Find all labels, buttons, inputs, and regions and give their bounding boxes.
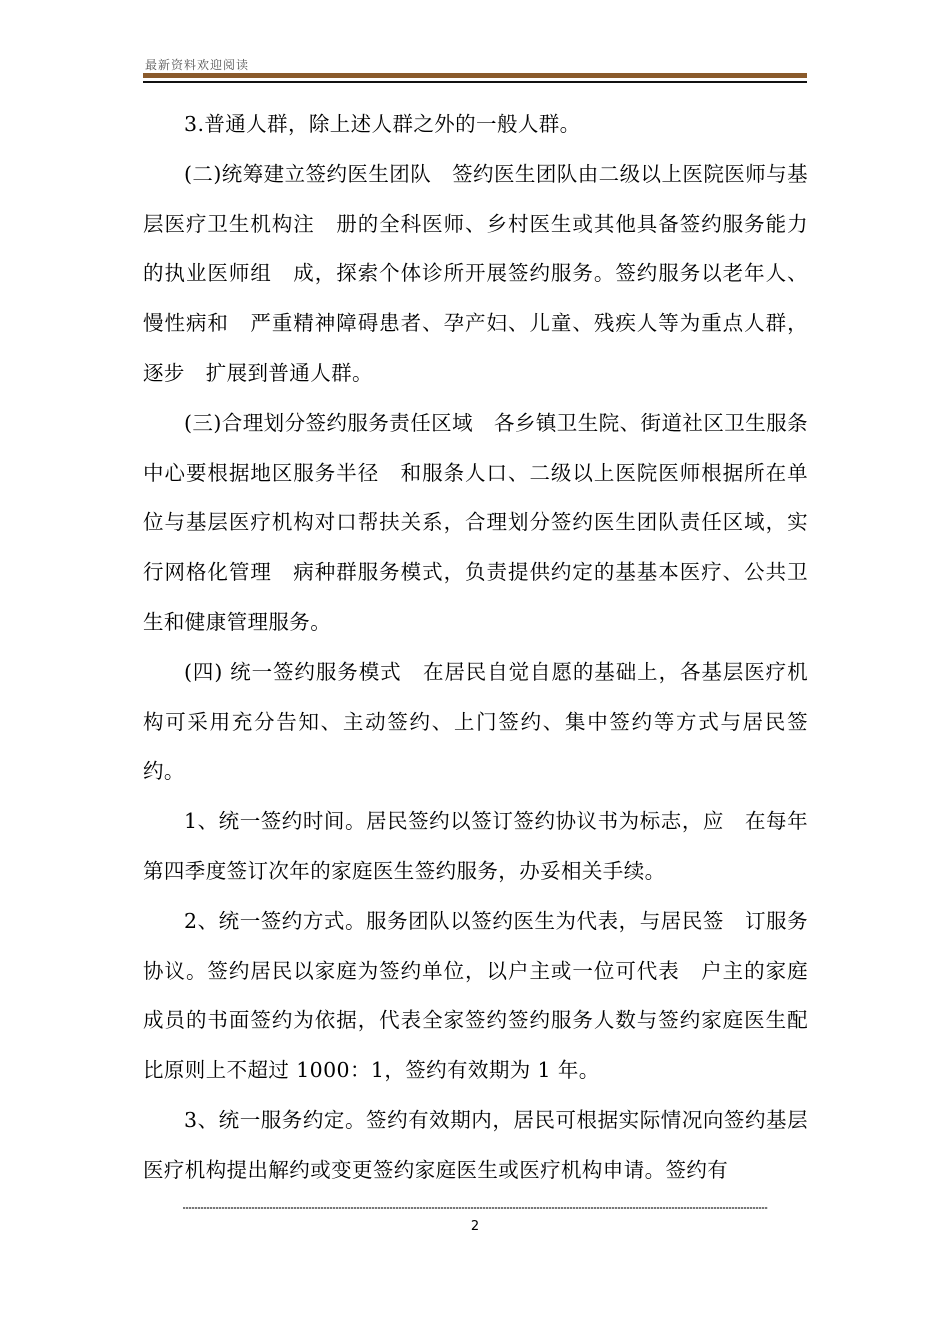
- paragraph-section-3-area: (三)合理划分签约服务责任区域 各乡镇卫生院、街道社区卫生服条中心要根据地区服务半径 和服条人口、二级以上医院医师根据所在单位与基层医疗机构对口帮扶关系，合理划分签约医生团队责任区域，实行网格化管理 病种群服务模式，负责提供约定的基基本医疗、公共卫生和健康管理服务。: [143, 410, 808, 634]
- paragraph-general-population: 3.普通人群，除上述人群之外的一般人群。: [184, 112, 581, 136]
- footer-rule: [183, 1207, 768, 1209]
- document-body: [143, 100, 808, 1196]
- paragraph-section-4-mode: (四) 统一签约服务模式 在居民自觉自愿的基础上，各基层医疗机构可采用充分告知、主动签约、上门签约、集中签约等方式与居民签约。: [143, 659, 808, 784]
- paragraph-item-1-time: 1、统一签约时间。居民签约以签订签约协议书为标志，应 在每年第四季度签订次年的家庭医生签约服务，办妥相关手续。: [143, 809, 808, 883]
- paragraph-item-2-method: 2、统一签约方式。服务团队以签约医生为代表，与居民签 订服务协议。签约居民以家庭为签约单位，以户主或一位可代表 户主的家庭成员的书面签约为依据，代表全家签约签约服务人数与签约家庭医生配比原则上不超过 1000：1，签约有效期为 1 年。: [143, 908, 808, 1083]
- page-number: 2: [470, 1219, 480, 1234]
- header-rule-thin: [143, 81, 807, 83]
- paragraph-item-3-agreement: 3、统一服务约定。签约有效期内，居民可根据实际情况向签约基层医疗机构提出解约或变更签约家庭医生或医疗机构申请。签约有: [143, 1107, 808, 1182]
- running-header: 最新资料欢迎阅读: [145, 58, 250, 72]
- header-rule-thick: [143, 73, 807, 78]
- paragraph-section-2-team: (二)统筹建立签约医生团队 签约医生团队由二级以上医院医师与基层医疗卫生机构注 册的全科医师、乡村医生或其他具备签约服务能力的执业医师组 成，探索个体诊所开展签约服务。签约服务以老年人、慢性病和 严重精神障碍患者、孕产妇、儿童、残疾人等为重点人群，逐步 扩展到普通人群。: [143, 161, 808, 385]
